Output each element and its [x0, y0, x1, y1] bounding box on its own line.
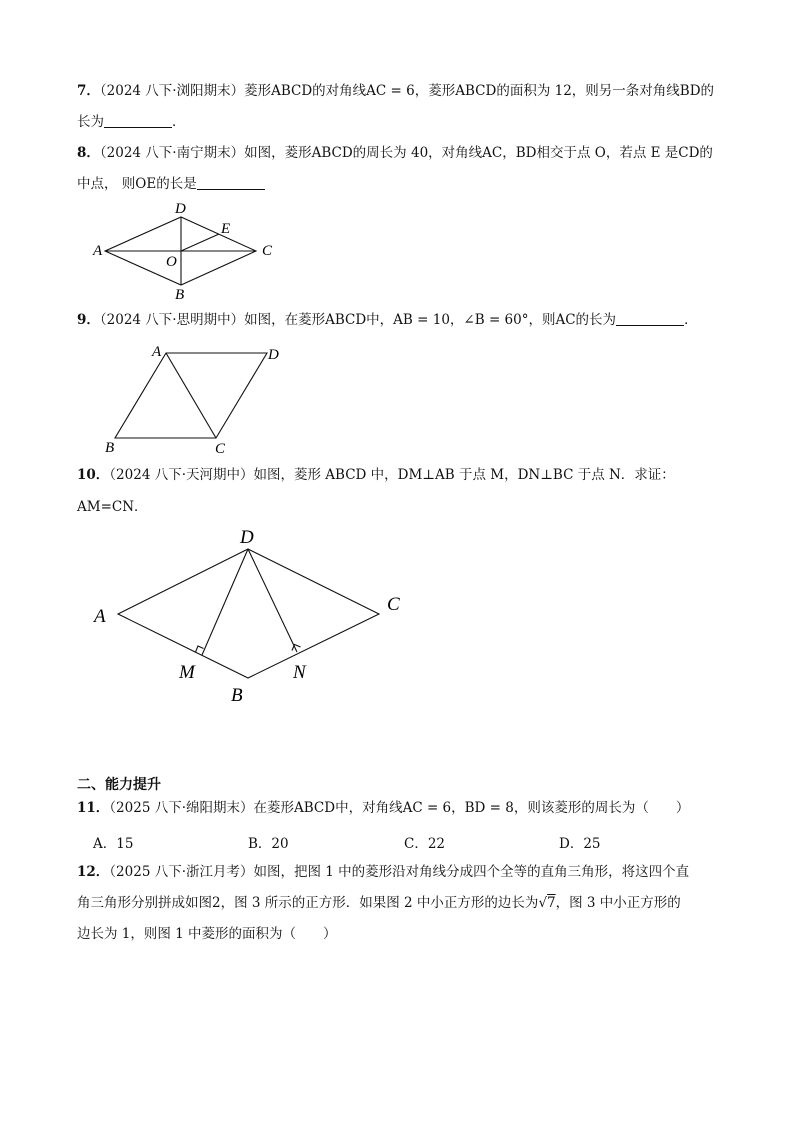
q12-text2b: ，图 3 中小正方形的: [555, 895, 681, 911]
q7-answer-blank[interactable]: [104, 113, 172, 128]
q7-text2: 长为: [77, 114, 104, 130]
q8-label-d: D: [175, 201, 186, 217]
q8-text2: 中点， 则OE的长是: [77, 176, 197, 192]
q12-number: 12．: [77, 864, 110, 880]
q9-text1: 如图，在菱形ABCD中，AB = 10，∠B = 60°，则AC的长为: [244, 312, 617, 328]
q9-label-a: A: [152, 344, 162, 360]
q8-label-c: C: [262, 243, 273, 259]
q12-line2: [77, 894, 681, 912]
q12-line1: [77, 863, 689, 881]
q10-source: （2024 八下·天河期中）: [109, 467, 254, 483]
q9-number: 9．: [77, 312, 100, 328]
q12-text3: 边长为 1，则图 1 中菱形的面积为（ ）: [77, 926, 337, 942]
q10-right-angle-m: [196, 646, 204, 652]
q11-line1: [77, 799, 689, 817]
q10-label-m: M: [179, 662, 195, 683]
q11-option-c[interactable]: C．22: [404, 836, 446, 852]
q7-line1: [77, 82, 714, 100]
q10-rhombus: [118, 549, 379, 678]
q8-label-o: O: [166, 254, 177, 270]
q10-figure: [85, 522, 425, 712]
q9-label-c: C: [215, 441, 226, 457]
q10-segment-dn: [248, 549, 297, 652]
q11-option-d[interactable]: D．25: [559, 836, 601, 852]
q7-tail: ．: [172, 114, 186, 130]
q9-tail: ．: [684, 312, 698, 328]
q8-segment-oe: [181, 234, 219, 251]
section-heading: 二、能力提升: [77, 777, 161, 793]
q9-line1: [77, 311, 698, 329]
q8-number: 8．: [77, 145, 100, 161]
q8-figure: [85, 198, 285, 306]
q8-source: （2024 八下·南宁期末）: [99, 145, 245, 161]
q9-diagonal-ac: [166, 353, 216, 438]
q10-label-b: B: [231, 685, 243, 706]
q10-label-c: C: [387, 594, 400, 615]
q8-label-b: B: [175, 287, 185, 303]
q9-source: （2024 八下·思明期中）: [99, 312, 245, 328]
q12-line3: [77, 925, 337, 943]
q8-label-a: A: [93, 243, 103, 259]
q8-text1: 如图，菱形ABCD的周长为 40，对角线AC，BD相交于点 O，若点 E 是CD的: [244, 145, 713, 161]
q12-source: （2025 八下·浙江月考）: [109, 864, 254, 880]
q7-line2: [77, 113, 186, 131]
q7-source: （2024 八下·浏阳期末）: [99, 83, 245, 99]
q10-label-a: A: [94, 606, 106, 627]
q7-number: 7．: [77, 83, 100, 99]
q12-text1: 如图，把图 1 中的菱形沿对角线分成四个全等的直角三角形，将这四个直: [253, 864, 690, 880]
q10-line1: [77, 466, 675, 484]
q12-text2a: 角三角形分别拼成如图2，图 3 所示的正方形．如果图 2 中小正方形的边长为: [77, 895, 539, 911]
q12-sqrt-value: 7: [547, 895, 556, 911]
q9-figure: [100, 338, 290, 460]
q11-option-a[interactable]: A．15: [93, 836, 134, 852]
q11-source: （2025 八下·绵阳期末）: [109, 800, 254, 816]
q8-line2: [77, 175, 265, 193]
q10-label-d: D: [240, 527, 254, 548]
q10-text1: 如图，菱形 ABCD 中，DM⊥AB 于点 M，DN⊥BC 于点 N．求证：: [253, 467, 675, 483]
q9-label-d: D: [268, 347, 279, 363]
q12-sqrt-sign: √: [538, 895, 548, 911]
q11-number: 11．: [77, 800, 110, 816]
q7-text1: 菱形ABCD的对角线AC = 6，菱形ABCD的面积为 12，则另一条对角线BD的: [244, 83, 715, 99]
q10-segment-dm: [202, 549, 248, 655]
q9-answer-blank[interactable]: [616, 311, 684, 326]
q10-number: 10．: [77, 467, 110, 483]
q8-label-e: E: [221, 221, 231, 237]
q9-label-b: B: [105, 440, 115, 456]
q11-text1: 在菱形ABCD中，对角线AC = 6，BD = 8，则该菱形的周长为（ ）: [253, 800, 690, 816]
q8-line1: [77, 144, 713, 162]
q11-option-b[interactable]: B．20: [248, 836, 289, 852]
q10-label-n: N: [293, 662, 306, 683]
q8-answer-blank[interactable]: [197, 175, 265, 190]
q10-text2: AM=CN．: [77, 499, 148, 515]
q10-line2: [77, 498, 148, 516]
